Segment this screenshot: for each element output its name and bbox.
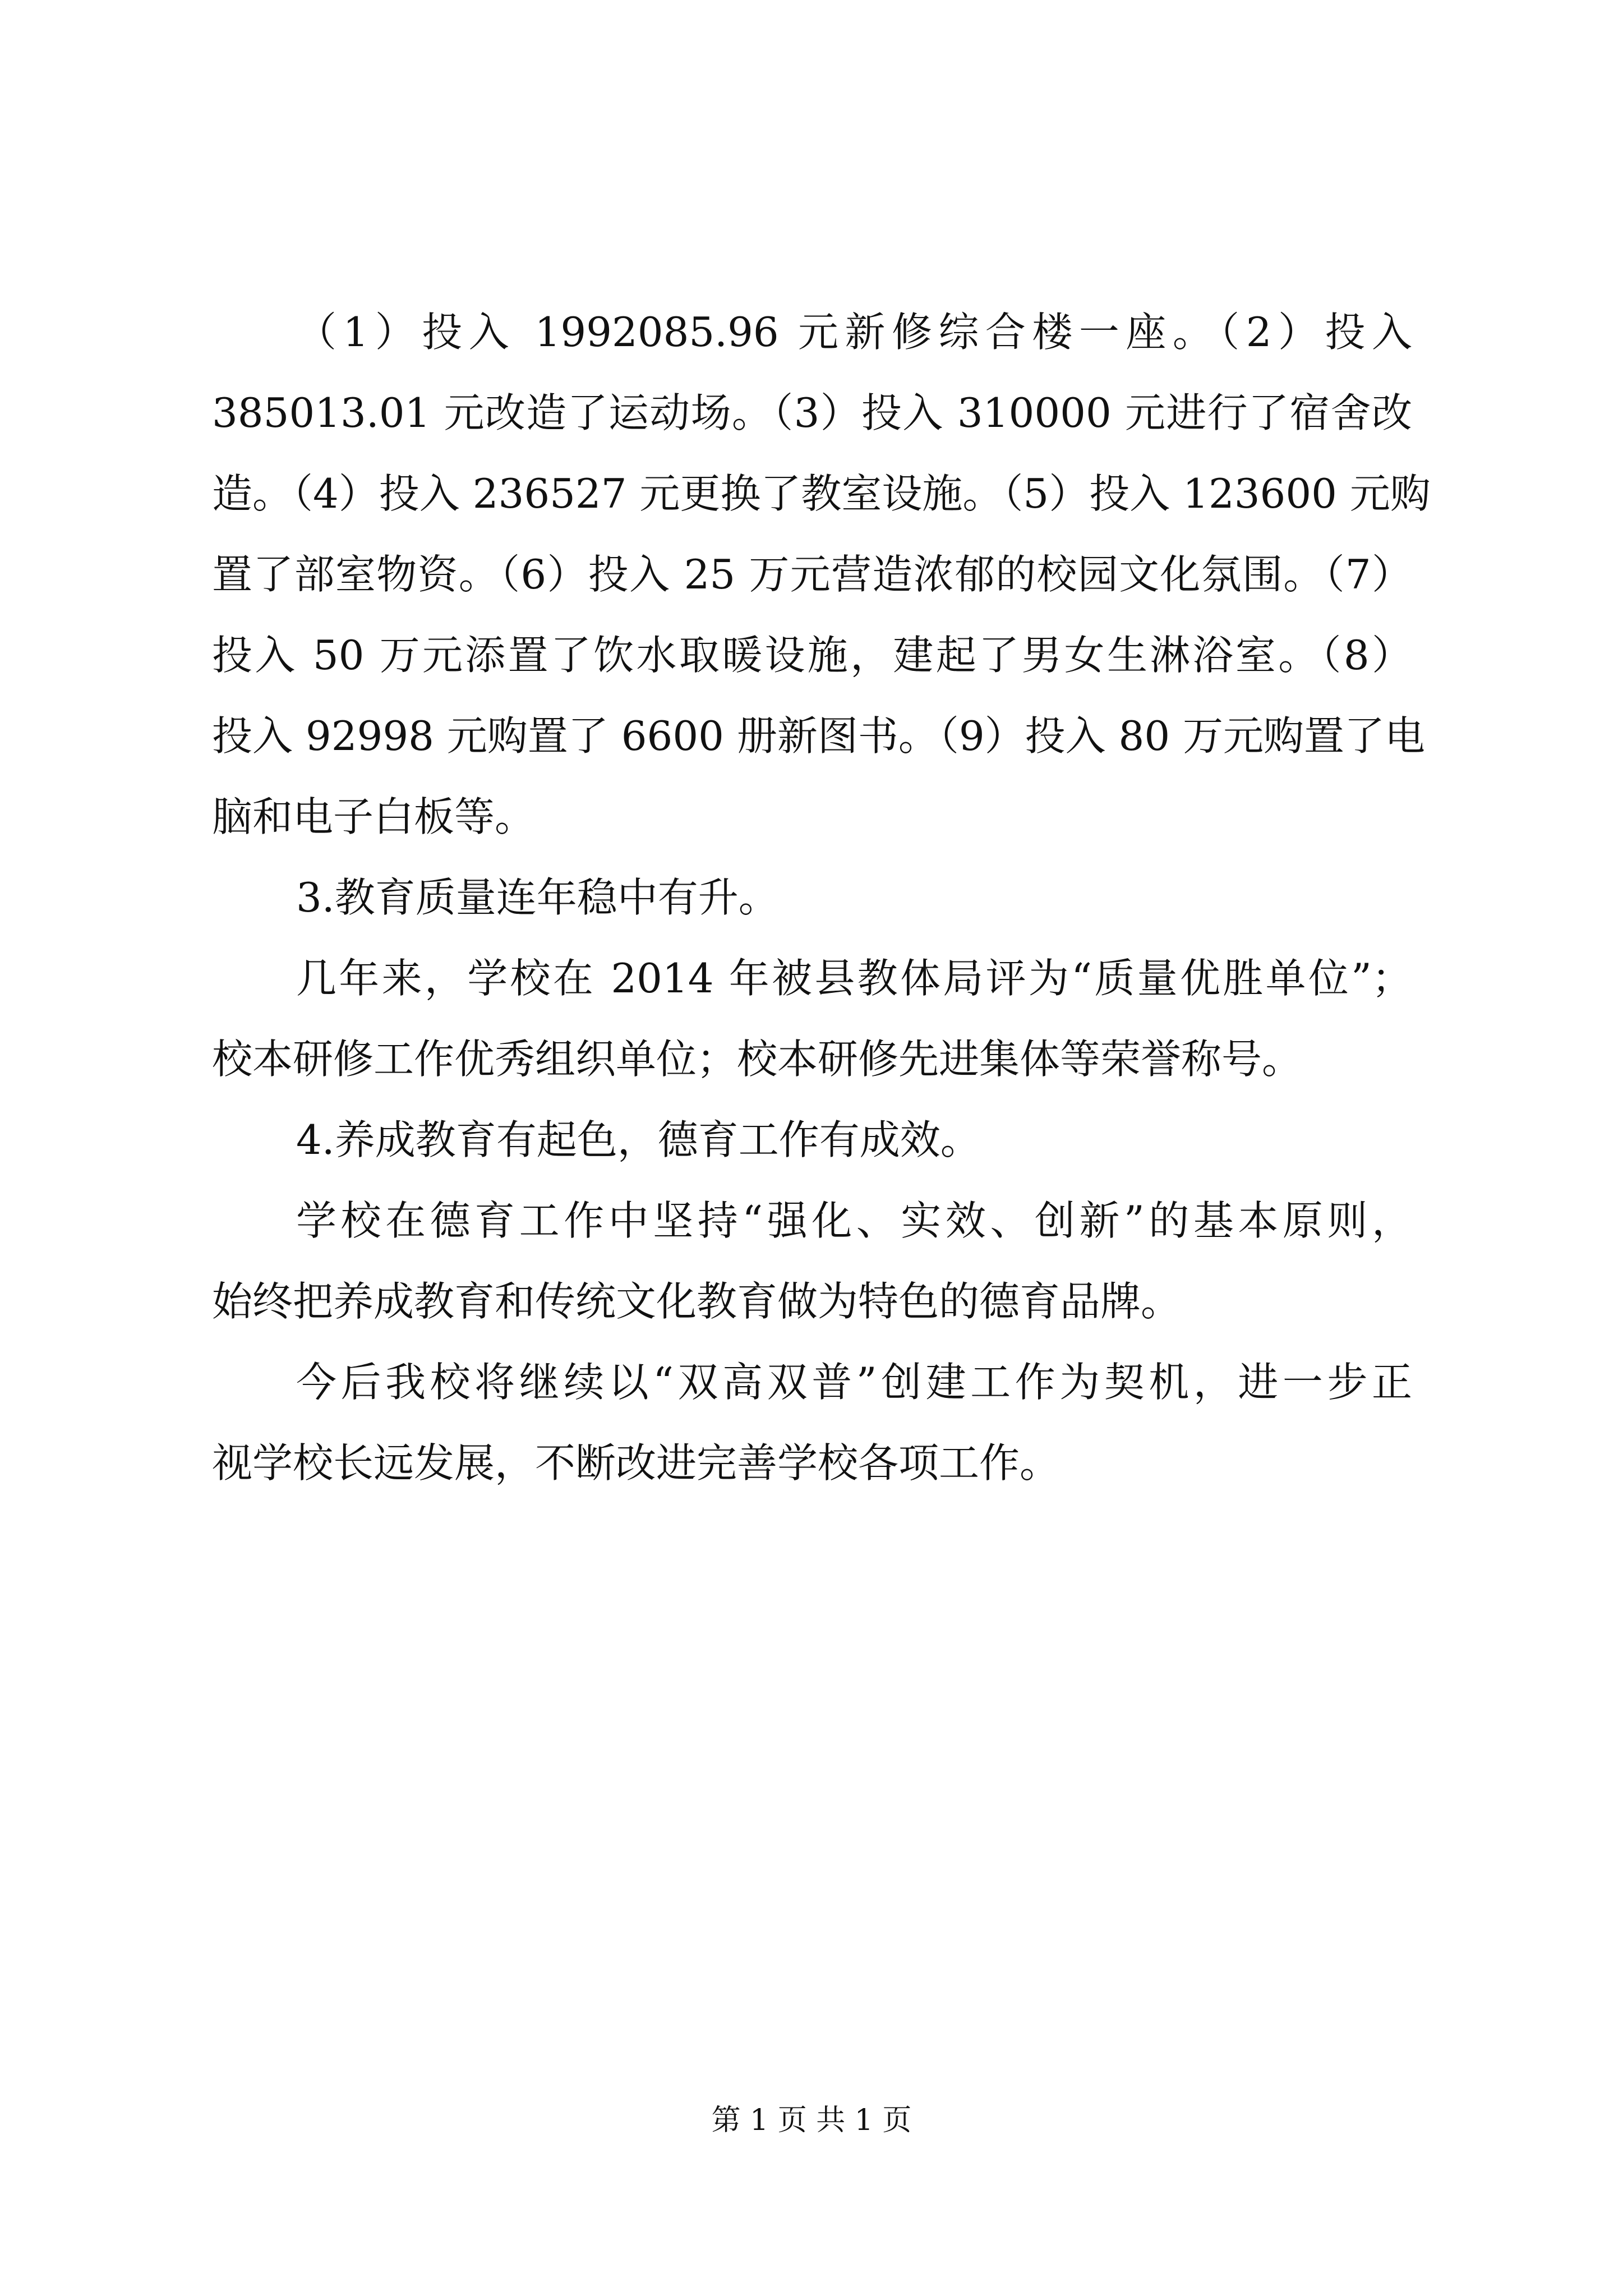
paragraph-line: 造。（4）投入 236527 元更换了教室设施。（5）投入 123600 元购 bbox=[212, 470, 1431, 517]
paragraph-line: 视学校长远发展，不断改进完善学校各项工作。 bbox=[212, 1439, 1061, 1487]
page-number-footer: 第 1 页 共 1 页 bbox=[711, 2104, 912, 2137]
document-body bbox=[212, 292, 1431, 1503]
paragraph-line: 几年来，学校在 2014 年被县教体局评为“质量优胜单位”； bbox=[296, 955, 1412, 1002]
paragraph-line: 投入 50 万元添置了饮水取暖设施，建起了男女生淋浴室。（8） bbox=[212, 632, 1412, 679]
paragraph-line: 始终把养成教育和传统文化教育做为特色的德育品牌。 bbox=[212, 1278, 1182, 1325]
paragraph-line: 学校在德育工作中坚持“强化、实效、创新”的基本原则， bbox=[296, 1197, 1412, 1244]
paragraph-line: 投入 92998 元购置了 6600 册新图书。（9）投入 80 万元购置了电 bbox=[212, 712, 1426, 760]
section-heading: 3.教育质量连年稳中有升。 bbox=[296, 874, 779, 921]
paragraph-line: 置了部室物资。（6）投入 25 万元营造浓郁的校园文化氛围。（7） bbox=[212, 551, 1412, 598]
paragraph-line: 脑和电子白板等。 bbox=[212, 793, 536, 840]
paragraph-line: 385013.01 元改造了运动场。（3）投入 310000 元进行了宿舍改 bbox=[212, 389, 1412, 436]
paragraph-line: 校本研修工作优秀组织单位；校本研修先进集体等荣誉称号。 bbox=[212, 1036, 1303, 1083]
paragraph-line: 今后我校将继续以“双高双普”创建工作为契机，进一步正 bbox=[296, 1359, 1412, 1406]
paragraph-line: （1）投入 1992085.96 元新修综合楼一座。（2）投入 bbox=[296, 309, 1412, 356]
section-heading: 4.养成教育有起色，德育工作有成效。 bbox=[296, 1116, 981, 1163]
